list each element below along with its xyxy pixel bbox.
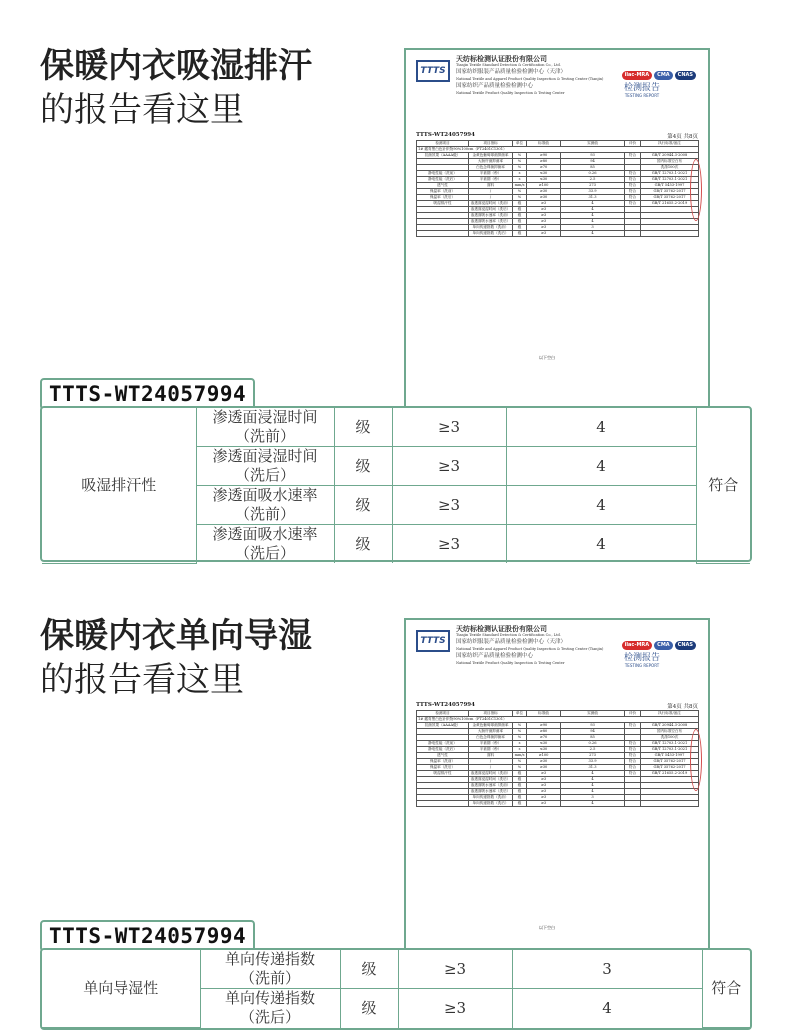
report-title-cn: 检测报告 — [623, 83, 660, 93]
report-table — [416, 140, 699, 237]
cert-mark-2: CMA — [654, 71, 673, 80]
report-doc-number: TTTS-WT24057994 — [416, 702, 475, 708]
report-cell: ≥70 — [527, 165, 561, 171]
cert-mark-2: CMA — [654, 641, 673, 650]
value-cell: 4 — [506, 525, 696, 564]
cert-mark-1: ilac-MRA — [622, 641, 653, 650]
item-name: 单向传递指数 — [224, 989, 315, 1008]
report-cell: ≥3 — [527, 777, 561, 783]
cert-mark-1: ilac-MRA — [622, 71, 653, 80]
report-cell: 3 — [561, 225, 625, 231]
report-cell: 4 — [561, 201, 625, 207]
item-cell — [196, 408, 334, 447]
report-cell: 透气性 — [417, 183, 469, 189]
report-cell: 级 — [513, 231, 527, 237]
report-cell: 273 — [561, 183, 625, 189]
report-cell: 渗透面吸水速率（洗前） — [469, 783, 513, 789]
report-cell: 单向传递指数（洗后） — [469, 231, 513, 237]
org-line: Tianjin Textile Standard Detection & Certification Co., Ltd. — [456, 633, 561, 637]
report-cell: 单向传递指数（洗前） — [469, 225, 513, 231]
report-cell: 31.3 — [561, 195, 625, 201]
report-cell: 单向传递指数（洗后） — [469, 801, 513, 807]
report-cell: ≥90 — [527, 153, 561, 159]
report-table — [416, 710, 699, 807]
report-cell: % — [513, 159, 527, 165]
report-cell: 吸湿排汗性 — [417, 771, 469, 777]
report-cell: GB/T 35762-2017 — [641, 189, 699, 195]
report-cell: 渗透面浸湿时间（洗前） — [469, 201, 513, 207]
report-thumbnail — [404, 618, 710, 956]
report-cell: 渗透面浸湿时间（洗后） — [469, 207, 513, 213]
report-cell: 符合 — [625, 765, 641, 771]
report-cell: 渗透面吸水速率（洗后） — [469, 219, 513, 225]
item-cell — [196, 447, 334, 486]
section-one-way-transport — [0, 600, 790, 1035]
standard-cell: ≥3 — [398, 950, 512, 989]
value-cell: 3 — [512, 950, 702, 989]
report-header-cell: 项目指标 — [469, 711, 513, 717]
red-stamp-edge — [690, 159, 702, 221]
standard-cell: ≥3 — [392, 486, 506, 525]
report-cell: 符合 — [625, 183, 641, 189]
report-page-number: 第4页 共8页 — [667, 704, 698, 710]
report-cell: GB/T 12703.1-2021 — [641, 171, 699, 177]
report-cell: 级 — [513, 225, 527, 231]
report-cell: 符合 — [625, 201, 641, 207]
report-cell: 符合 — [625, 153, 641, 159]
report-cell: 抗菌效果（AAAA级） — [417, 153, 469, 159]
verdict-cell: 符合 — [696, 408, 750, 563]
report-cell: 4 — [561, 207, 625, 213]
verdict-cell: 符合 — [702, 950, 750, 1028]
report-cell: 静电性能（洗后） — [417, 177, 469, 183]
report-cell: 符合 — [625, 771, 641, 777]
report-cell: 94 — [561, 159, 625, 165]
report-number-label: TTTS-WT24057994 — [40, 920, 255, 952]
report-title — [624, 80, 660, 98]
report-cell: 级 — [513, 777, 527, 783]
report-header-cell: 执行标准/备注 — [641, 141, 699, 147]
report-cell — [625, 231, 641, 237]
standard-cell: ≥3 — [392, 525, 506, 564]
report-cell: 国内标准空白布 — [641, 729, 699, 735]
report-cell: 0.26 — [561, 171, 625, 177]
report-cell: s — [513, 171, 527, 177]
report-page — [414, 54, 700, 410]
property-cell: 吸湿排汗性 — [42, 408, 196, 563]
report-sample-cell: 1# 藏青黑白色针织物90%100cm（FT2401C1301） — [417, 717, 699, 723]
cert-mark-3: CNAS — [675, 641, 696, 650]
report-cell: 4 — [561, 783, 625, 789]
zoom-rows — [42, 950, 750, 1028]
item-cell — [200, 950, 340, 989]
report-cell: 4 — [561, 231, 625, 237]
report-cell: % — [513, 723, 527, 729]
report-cell: 273 — [561, 753, 625, 759]
report-blank-note: 以下空白 — [539, 925, 555, 930]
report-cell: 白色念珠菌抑菌率 — [469, 165, 513, 171]
report-cell: 85 — [561, 735, 625, 741]
report-cell: 级 — [513, 771, 527, 777]
report-cell: % — [513, 759, 527, 765]
report-cell: 级 — [513, 783, 527, 789]
report-cell: 4 — [561, 213, 625, 219]
report-cell: 33.9 — [561, 189, 625, 195]
report-header-cell: 检测项目 — [417, 711, 469, 717]
report-cell: GB/T 20944.3-2008 — [641, 723, 699, 729]
report-cell: 级 — [513, 795, 527, 801]
report-cell: % — [513, 189, 527, 195]
item-name: 渗透面吸水速率 — [212, 525, 318, 543]
report-cell: GB/T 12703.1-2021 — [641, 741, 699, 747]
report-cell: / — [469, 759, 513, 765]
report-cell: 面料 — [469, 183, 513, 189]
report-cell: 符合 — [625, 723, 641, 729]
item-condition: （洗后） — [234, 544, 295, 562]
cert-marks — [620, 61, 696, 80]
org-line: 国家纺织产品质量检验检测中心 — [456, 653, 534, 659]
report-header-cell: 标准值 — [527, 711, 561, 717]
report-cell: ≥3 — [527, 231, 561, 237]
item-condition: （洗前） — [239, 969, 300, 988]
report-cell: 保温率（洗后） — [417, 195, 469, 201]
report-cell: % — [513, 195, 527, 201]
org-line: National Textile and Apparel Product Quality Inspection & Testing Center (Tianjin) — [456, 77, 604, 81]
item-name: 渗透面浸湿时间 — [212, 408, 318, 426]
zoom-table-body — [42, 950, 750, 1028]
report-cell: 抗菌效果（AAAA级） — [417, 723, 469, 729]
report-cell: GB/T 20944.3-2008 — [641, 153, 699, 159]
item-cell — [196, 486, 334, 525]
report-cell: 渗透面吸水速率（洗后） — [469, 789, 513, 795]
value-cell: 4 — [506, 408, 696, 447]
report-org-block — [456, 55, 603, 97]
report-cell — [641, 801, 699, 807]
report-title-cn: 检测报告 — [623, 653, 660, 663]
report-cell: GB/T 12703.1-2021 — [641, 747, 699, 753]
item-name: 单向传递指数 — [224, 950, 315, 969]
report-cell: 级 — [513, 789, 527, 795]
org-line: National Textile and Apparel Product Quality Inspection & Testing Center (Tianjin) — [456, 647, 604, 651]
report-cell: 渗透面吸水速率（洗前） — [469, 213, 513, 219]
report-cell: ≤30 — [527, 177, 561, 183]
report-cell: 4 — [561, 789, 625, 795]
report-cell: ≥3 — [527, 219, 561, 225]
report-cell: 符合 — [625, 747, 641, 753]
unit-cell: 级 — [334, 447, 392, 486]
report-cell: 93 — [561, 153, 625, 159]
zoom-rows — [42, 408, 750, 563]
report-cell: 大肠杆菌抑菌率 — [469, 729, 513, 735]
report-cell: 半衰期（秒） — [469, 747, 513, 753]
report-cell: ≤30 — [527, 171, 561, 177]
report-cell: 符合 — [625, 753, 641, 759]
report-cell: GB/T 5453-1997 — [641, 753, 699, 759]
report-header-cell: 单位 — [513, 141, 527, 147]
report-cell: 符合 — [625, 759, 641, 765]
report-cell: GB/T 21655.2-2019 — [641, 771, 699, 777]
report-cell: 吸湿排汗性 — [417, 201, 469, 207]
report-cell: ≥30 — [527, 189, 561, 195]
report-cell: s — [513, 747, 527, 753]
report-cell: 金黄色葡萄球菌抑菌率 — [469, 723, 513, 729]
report-cell: 保温率（洗前） — [417, 759, 469, 765]
report-cell: s — [513, 177, 527, 183]
report-cell: ≥100 — [527, 183, 561, 189]
report-cell: ≤30 — [527, 741, 561, 747]
cert-mark-3: CNAS — [675, 71, 696, 80]
report-header-cell: 实测值 — [561, 711, 625, 717]
report-cell: 静电性能（洗前） — [417, 171, 469, 177]
report-cell: 33.9 — [561, 759, 625, 765]
report-cell: ≥3 — [527, 783, 561, 789]
report-cell: ≥30 — [527, 195, 561, 201]
report-cell — [417, 801, 469, 807]
title-line2: 的报告看这里 — [40, 90, 244, 130]
property-cell: 单向导湿性 — [42, 950, 200, 1028]
report-cell: 保温率（洗前） — [417, 189, 469, 195]
report-cell: GB/T 35762-2017 — [641, 195, 699, 201]
report-cell: 符合 — [625, 741, 641, 747]
report-title — [624, 650, 660, 668]
zoom-row — [42, 950, 750, 989]
org-line: 国家纺织服装产品质量检验检测中心（天津） — [456, 69, 567, 75]
report-header-cell: 执行标准/备注 — [641, 711, 699, 717]
title-line1: 保暖内衣单向导湿 — [40, 616, 312, 656]
report-header-cell: 标准值 — [527, 141, 561, 147]
report-cell: ≥30 — [527, 759, 561, 765]
report-cell: GB/T 12703.1-2021 — [641, 177, 699, 183]
report-number-label: TTTS-WT24057994 — [40, 378, 255, 410]
report-cell: 符合 — [625, 171, 641, 177]
unit-cell: 级 — [334, 525, 392, 564]
section-title — [40, 614, 312, 702]
report-cell: GB/T 5453-1997 — [641, 183, 699, 189]
report-cell: s — [513, 741, 527, 747]
report-cell: 0.26 — [561, 741, 625, 747]
report-cell: mm/s — [513, 183, 527, 189]
report-blank-note: 以下空白 — [539, 355, 555, 360]
report-cell: 2.5 — [561, 177, 625, 183]
org-line: National Textile Product Quality Inspection & Testing Center — [456, 661, 565, 665]
item-cell — [200, 989, 340, 1028]
report-cell: 白色念珠菌抑菌率 — [469, 735, 513, 741]
report-cell — [641, 231, 699, 237]
report-thumbnail — [404, 48, 710, 412]
report-cell: 大肠杆菌抑菌率 — [469, 159, 513, 165]
report-cell: 2.5 — [561, 747, 625, 753]
report-cell — [417, 231, 469, 237]
unit-cell: 级 — [334, 486, 392, 525]
report-cell: ≥100 — [527, 753, 561, 759]
org-line: 天纺标检测认证股份有限公司 — [456, 624, 547, 633]
section-title — [40, 44, 312, 132]
report-title-en: TESTING REPORT — [624, 663, 660, 668]
report-header-cell: 检测项目 — [417, 141, 469, 147]
report-cell: 级 — [513, 201, 527, 207]
report-cell: ≥3 — [527, 207, 561, 213]
report-cell: 半衰期（秒） — [469, 171, 513, 177]
report-cell: 静电性能（洗前） — [417, 741, 469, 747]
report-cell: 4 — [561, 219, 625, 225]
report-cell: ≥3 — [527, 771, 561, 777]
report-cell: 级 — [513, 213, 527, 219]
report-cell: 4 — [561, 771, 625, 777]
report-cell: ≤30 — [527, 747, 561, 753]
report-cell: % — [513, 165, 527, 171]
report-cell: 洗涤100次 — [641, 165, 699, 171]
item-name: 渗透面吸水速率 — [212, 486, 318, 504]
org-line: 天纺标检测认证股份有限公司 — [456, 54, 547, 63]
report-doc-number: TTTS-WT24057994 — [416, 132, 475, 138]
report-title-en: TESTING REPORT — [624, 93, 660, 98]
report-cell: / — [469, 189, 513, 195]
report-sample-cell: 1# 藏青黑白色针织物90%100cm（FT2401C1301） — [417, 147, 699, 153]
report-cell: % — [513, 735, 527, 741]
zoom-table — [40, 406, 752, 562]
org-line: 国家纺织产品质量检验检测中心 — [456, 83, 534, 89]
report-cell: 半衰期（秒） — [469, 177, 513, 183]
report-cell: ≥80 — [527, 729, 561, 735]
report-cell: 符合 — [625, 177, 641, 183]
report-cell: ≥80 — [527, 159, 561, 165]
report-cell: 渗透面浸湿时间（洗后） — [469, 777, 513, 783]
report-cell: 渗透面浸湿时间（洗前） — [469, 771, 513, 777]
unit-cell: 级 — [334, 408, 392, 447]
report-cell: / — [469, 195, 513, 201]
report-cell: GB/T 35762-2017 — [641, 759, 699, 765]
zoom-row — [42, 408, 750, 447]
report-cell: GB/T 21655.2-2019 — [641, 201, 699, 207]
report-cell: ≥3 — [527, 201, 561, 207]
report-cell: ≥3 — [527, 801, 561, 807]
item-condition: （洗前） — [234, 505, 295, 523]
org-line: National Textile Product Quality Inspection & Testing Center — [456, 91, 565, 95]
cert-marks — [620, 631, 696, 650]
value-cell: 4 — [512, 989, 702, 1028]
report-cell: ≥3 — [527, 795, 561, 801]
report-page-number: 第4页 共8页 — [667, 134, 698, 140]
item-condition: （洗后） — [239, 1008, 300, 1027]
report-cell: ≥3 — [527, 213, 561, 219]
title-line2: 的报告看这里 — [40, 660, 244, 700]
report-cell: 85 — [561, 165, 625, 171]
unit-cell: 级 — [340, 989, 398, 1028]
report-page — [414, 624, 700, 954]
item-condition: （洗前） — [234, 427, 295, 445]
title-line1: 保暖内衣吸湿排汗 — [40, 46, 312, 86]
report-logo: TTTS — [416, 630, 450, 652]
zoom-table — [40, 948, 752, 1030]
report-row — [417, 801, 699, 807]
report-cell: 半衰期（秒） — [469, 741, 513, 747]
report-header-cell: 单位 — [513, 711, 527, 717]
report-cell: 单向传递指数（洗前） — [469, 795, 513, 801]
value-cell: 4 — [506, 486, 696, 525]
report-cell: 4 — [561, 777, 625, 783]
standard-cell: ≥3 — [398, 989, 512, 1028]
report-cell: % — [513, 765, 527, 771]
report-cell: 94 — [561, 729, 625, 735]
report-cell: ≥90 — [527, 723, 561, 729]
report-header-cell: 评价 — [625, 141, 641, 147]
item-condition: （洗后） — [234, 466, 295, 484]
unit-cell: 级 — [340, 950, 398, 989]
org-line: 国家纺织服装产品质量检验检测中心（天津） — [456, 639, 567, 645]
report-cell: 3 — [561, 795, 625, 801]
report-cell: ≥3 — [527, 789, 561, 795]
item-cell — [196, 525, 334, 564]
report-header-cell: 项目指标 — [469, 141, 513, 147]
report-cell: % — [513, 153, 527, 159]
standard-cell: ≥3 — [392, 408, 506, 447]
report-cell: ≥70 — [527, 735, 561, 741]
report-cell — [625, 801, 641, 807]
value-cell: 4 — [506, 447, 696, 486]
report-cell: 93 — [561, 723, 625, 729]
report-cell: 级 — [513, 219, 527, 225]
report-cell: mm/s — [513, 753, 527, 759]
report-cell: 金黄色葡萄球菌抑菌率 — [469, 153, 513, 159]
report-cell: 级 — [513, 801, 527, 807]
report-cell: 保温率（洗后） — [417, 765, 469, 771]
report-cell: % — [513, 729, 527, 735]
item-name: 渗透面浸湿时间 — [212, 447, 318, 465]
report-cell: 静电性能（洗后） — [417, 747, 469, 753]
report-cell: ≥3 — [527, 225, 561, 231]
report-cell: 透气性 — [417, 753, 469, 759]
report-cell: 洗涤100次 — [641, 735, 699, 741]
org-line: Tianjin Textile Standard Detection & Certification Co., Ltd. — [456, 63, 561, 67]
report-cell: / — [469, 765, 513, 771]
report-cell: 面料 — [469, 753, 513, 759]
report-header-cell: 实测值 — [561, 141, 625, 147]
report-cell: 4 — [561, 801, 625, 807]
report-cell: 级 — [513, 207, 527, 213]
report-row — [417, 231, 699, 237]
report-cell: 符合 — [625, 195, 641, 201]
report-cell: ≥30 — [527, 765, 561, 771]
report-org-block — [456, 625, 603, 667]
report-cell: 国内标准空白布 — [641, 159, 699, 165]
standard-cell: ≥3 — [392, 447, 506, 486]
report-cell: 符合 — [625, 189, 641, 195]
red-stamp-edge — [690, 729, 702, 791]
zoom-table-body — [42, 408, 750, 564]
report-header-cell: 评价 — [625, 711, 641, 717]
report-cell: GB/T 35762-2017 — [641, 765, 699, 771]
report-logo: TTTS — [416, 60, 450, 82]
report-cell: 31.3 — [561, 765, 625, 771]
